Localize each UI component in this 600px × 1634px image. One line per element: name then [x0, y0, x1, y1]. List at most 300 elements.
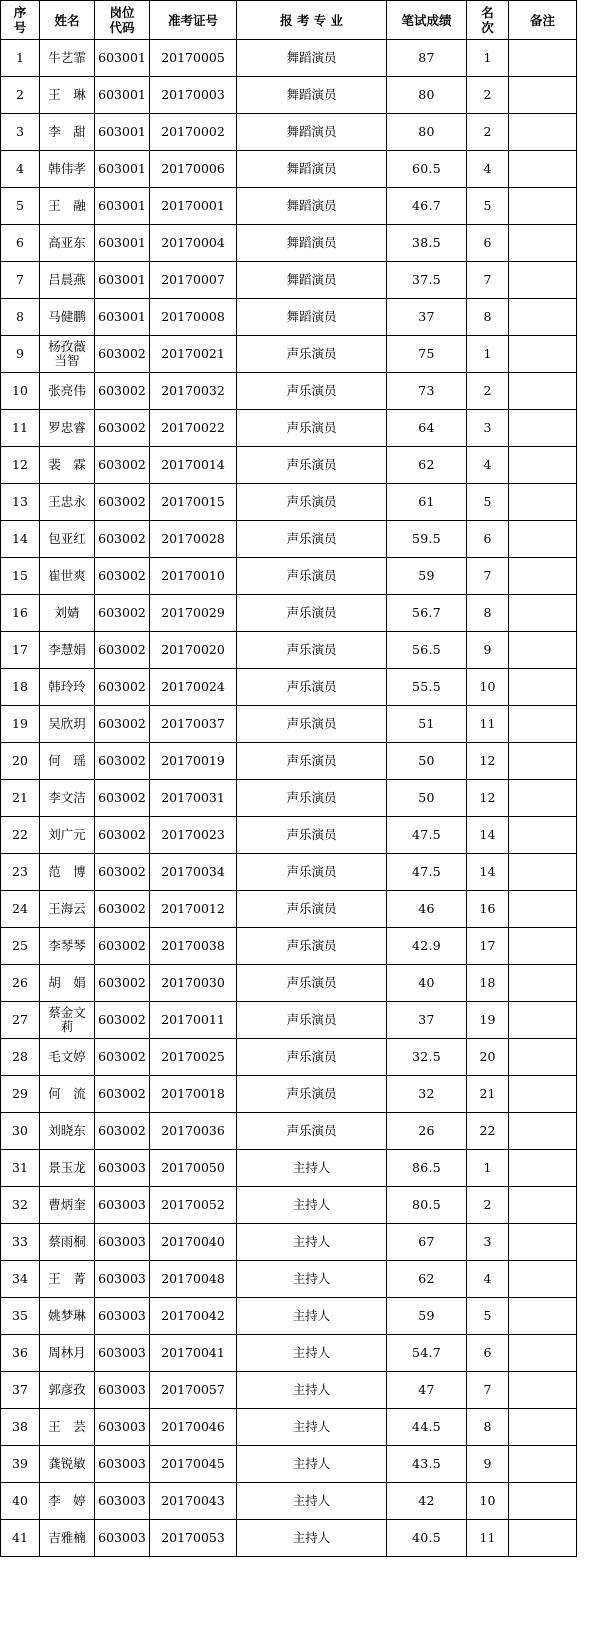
cell-written-score: 56.7 [387, 595, 467, 632]
cell-exam-id: 20170020 [150, 632, 237, 669]
cell-serial-no: 25 [1, 928, 40, 965]
header-major: 报 考 专 业 [237, 1, 387, 40]
cell-serial-no: 23 [1, 854, 40, 891]
cell-name: 李文洁 [40, 780, 95, 817]
cell-major: 声乐演员 [237, 743, 387, 780]
cell-exam-id: 20170048 [150, 1261, 237, 1298]
cell-remarks [509, 484, 577, 521]
cell-major: 舞蹈演员 [237, 225, 387, 262]
cell-position-code: 603002 [95, 1002, 150, 1039]
header-position-code: 岗位 代码 [95, 1, 150, 40]
cell-position-code: 603002 [95, 1113, 150, 1150]
cell-name: 何 瑶 [40, 743, 95, 780]
cell-written-score: 40.5 [387, 1520, 467, 1557]
cell-exam-id: 20170043 [150, 1483, 237, 1520]
cell-written-score: 37 [387, 299, 467, 336]
cell-exam-id: 20170011 [150, 1002, 237, 1039]
cell-written-score: 43.5 [387, 1446, 467, 1483]
cell-major: 声乐演员 [237, 817, 387, 854]
cell-position-code: 603003 [95, 1372, 150, 1409]
cell-name: 张亮伟 [40, 373, 95, 410]
table-row [1, 817, 577, 854]
cell-rank: 2 [467, 114, 509, 151]
cell-serial-no: 39 [1, 1446, 40, 1483]
cell-remarks [509, 114, 577, 151]
cell-major: 主持人 [237, 1335, 387, 1372]
cell-written-score: 32 [387, 1076, 467, 1113]
cell-exam-id: 20170053 [150, 1520, 237, 1557]
cell-remarks [509, 373, 577, 410]
table-row [1, 1409, 577, 1446]
cell-major: 主持人 [237, 1298, 387, 1335]
cell-rank: 16 [467, 891, 509, 928]
cell-major: 声乐演员 [237, 336, 387, 373]
cell-rank: 1 [467, 336, 509, 373]
table-row [1, 114, 577, 151]
cell-major: 舞蹈演员 [237, 299, 387, 336]
cell-written-score: 26 [387, 1113, 467, 1150]
cell-serial-no: 8 [1, 299, 40, 336]
cell-name: 李琴琴 [40, 928, 95, 965]
cell-serial-no: 28 [1, 1039, 40, 1076]
cell-rank: 9 [467, 1446, 509, 1483]
cell-major: 声乐演员 [237, 1002, 387, 1039]
cell-position-code: 603003 [95, 1150, 150, 1187]
cell-position-code: 603002 [95, 965, 150, 1002]
cell-name: 马健鹏 [40, 299, 95, 336]
cell-serial-no: 35 [1, 1298, 40, 1335]
cell-exam-id: 20170023 [150, 817, 237, 854]
cell-written-score: 50 [387, 743, 467, 780]
cell-position-code: 603002 [95, 521, 150, 558]
cell-position-code: 603001 [95, 151, 150, 188]
cell-remarks [509, 817, 577, 854]
cell-rank: 6 [467, 521, 509, 558]
cell-serial-no: 18 [1, 669, 40, 706]
cell-rank: 8 [467, 1409, 509, 1446]
cell-name: 范 博 [40, 854, 95, 891]
cell-major: 主持人 [237, 1187, 387, 1224]
table-row [1, 77, 577, 114]
cell-serial-no: 31 [1, 1150, 40, 1187]
cell-major: 主持人 [237, 1224, 387, 1261]
cell-remarks [509, 632, 577, 669]
cell-exam-id: 20170025 [150, 1039, 237, 1076]
cell-rank: 18 [467, 965, 509, 1002]
cell-major: 声乐演员 [237, 891, 387, 928]
cell-serial-no: 32 [1, 1187, 40, 1224]
cell-name: 刘婧 [40, 595, 95, 632]
cell-serial-no: 9 [1, 336, 40, 373]
cell-exam-id: 20170045 [150, 1446, 237, 1483]
cell-name: 王 菁 [40, 1261, 95, 1298]
cell-rank: 6 [467, 225, 509, 262]
cell-major: 声乐演员 [237, 558, 387, 595]
cell-name: 韩玲玲 [40, 669, 95, 706]
cell-major: 声乐演员 [237, 484, 387, 521]
cell-remarks [509, 1446, 577, 1483]
cell-serial-no: 29 [1, 1076, 40, 1113]
cell-major: 声乐演员 [237, 447, 387, 484]
cell-rank: 7 [467, 262, 509, 299]
cell-position-code: 603003 [95, 1224, 150, 1261]
cell-serial-no: 13 [1, 484, 40, 521]
cell-exam-id: 20170021 [150, 336, 237, 373]
cell-position-code: 603003 [95, 1335, 150, 1372]
cell-exam-id: 20170046 [150, 1409, 237, 1446]
cell-serial-no: 3 [1, 114, 40, 151]
cell-remarks [509, 336, 577, 373]
cell-major: 声乐演员 [237, 595, 387, 632]
cell-serial-no: 19 [1, 706, 40, 743]
cell-position-code: 603001 [95, 188, 150, 225]
cell-written-score: 62 [387, 1261, 467, 1298]
cell-rank: 10 [467, 1483, 509, 1520]
cell-rank: 7 [467, 558, 509, 595]
cell-major: 声乐演员 [237, 1076, 387, 1113]
cell-major: 声乐演员 [237, 706, 387, 743]
cell-rank: 9 [467, 632, 509, 669]
table-row [1, 1483, 577, 1520]
header-written-score: 笔试成绩 [387, 1, 467, 40]
cell-written-score: 59.5 [387, 521, 467, 558]
table-row [1, 743, 577, 780]
cell-written-score: 59 [387, 1298, 467, 1335]
cell-remarks [509, 1187, 577, 1224]
cell-written-score: 47.5 [387, 817, 467, 854]
cell-major: 主持人 [237, 1446, 387, 1483]
cell-written-score: 59 [387, 558, 467, 595]
cell-name: 蔡金文 莉 [40, 1002, 95, 1039]
table-row [1, 1039, 577, 1076]
cell-major: 主持人 [237, 1483, 387, 1520]
table-row [1, 40, 577, 77]
table-row [1, 1113, 577, 1150]
table-row [1, 1520, 577, 1557]
cell-written-score: 75 [387, 336, 467, 373]
cell-name: 杨孜薇 当智 [40, 336, 95, 373]
cell-remarks [509, 299, 577, 336]
cell-major: 声乐演员 [237, 373, 387, 410]
cell-name: 李 甜 [40, 114, 95, 151]
table-row [1, 780, 577, 817]
cell-written-score: 46.7 [387, 188, 467, 225]
cell-written-score: 56.5 [387, 632, 467, 669]
cell-position-code: 603002 [95, 336, 150, 373]
cell-serial-no: 27 [1, 1002, 40, 1039]
cell-written-score: 46 [387, 891, 467, 928]
cell-exam-id: 20170034 [150, 854, 237, 891]
cell-major: 声乐演员 [237, 780, 387, 817]
cell-major: 舞蹈演员 [237, 40, 387, 77]
table-row [1, 854, 577, 891]
cell-written-score: 80 [387, 114, 467, 151]
table-row [1, 595, 577, 632]
cell-position-code: 603002 [95, 743, 150, 780]
cell-position-code: 603002 [95, 891, 150, 928]
cell-remarks [509, 706, 577, 743]
cell-remarks [509, 1002, 577, 1039]
cell-serial-no: 17 [1, 632, 40, 669]
cell-serial-no: 41 [1, 1520, 40, 1557]
cell-major: 主持人 [237, 1409, 387, 1446]
cell-written-score: 37.5 [387, 262, 467, 299]
header-row [1, 1, 577, 40]
cell-rank: 22 [467, 1113, 509, 1150]
table-row [1, 521, 577, 558]
cell-position-code: 603002 [95, 780, 150, 817]
cell-major: 声乐演员 [237, 632, 387, 669]
cell-rank: 21 [467, 1076, 509, 1113]
cell-position-code: 603001 [95, 299, 150, 336]
cell-position-code: 603002 [95, 1076, 150, 1113]
cell-exam-id: 20170041 [150, 1335, 237, 1372]
cell-position-code: 603001 [95, 262, 150, 299]
cell-exam-id: 20170010 [150, 558, 237, 595]
cell-position-code: 603002 [95, 410, 150, 447]
cell-position-code: 603003 [95, 1520, 150, 1557]
header-rank: 名 次 [467, 1, 509, 40]
header-remarks: 备注 [509, 1, 577, 40]
cell-rank: 20 [467, 1039, 509, 1076]
cell-exam-id: 20170036 [150, 1113, 237, 1150]
cell-position-code: 603002 [95, 928, 150, 965]
cell-exam-id: 20170050 [150, 1150, 237, 1187]
cell-written-score: 62 [387, 447, 467, 484]
cell-name: 蔡雨桐 [40, 1224, 95, 1261]
cell-rank: 14 [467, 817, 509, 854]
table-row [1, 1261, 577, 1298]
cell-exam-id: 20170008 [150, 299, 237, 336]
table-row [1, 1335, 577, 1372]
cell-remarks [509, 1224, 577, 1261]
cell-remarks [509, 188, 577, 225]
cell-exam-id: 20170042 [150, 1298, 237, 1335]
cell-rank: 11 [467, 706, 509, 743]
table-row [1, 1372, 577, 1409]
cell-serial-no: 11 [1, 410, 40, 447]
cell-exam-id: 20170052 [150, 1187, 237, 1224]
cell-position-code: 603003 [95, 1261, 150, 1298]
cell-position-code: 603002 [95, 669, 150, 706]
cell-name: 胡 娟 [40, 965, 95, 1002]
cell-remarks [509, 225, 577, 262]
cell-serial-no: 2 [1, 77, 40, 114]
cell-serial-no: 38 [1, 1409, 40, 1446]
table-row [1, 1002, 577, 1039]
cell-remarks [509, 521, 577, 558]
cell-remarks [509, 410, 577, 447]
cell-rank: 2 [467, 77, 509, 114]
cell-remarks [509, 262, 577, 299]
cell-exam-id: 20170014 [150, 447, 237, 484]
cell-position-code: 603002 [95, 854, 150, 891]
cell-serial-no: 33 [1, 1224, 40, 1261]
cell-written-score: 51 [387, 706, 467, 743]
cell-remarks [509, 1409, 577, 1446]
cell-exam-id: 20170004 [150, 225, 237, 262]
cell-remarks [509, 1261, 577, 1298]
cell-serial-no: 14 [1, 521, 40, 558]
cell-exam-id: 20170022 [150, 410, 237, 447]
cell-exam-id: 20170038 [150, 928, 237, 965]
cell-name: 崔世爽 [40, 558, 95, 595]
cell-name: 龚锐敏 [40, 1446, 95, 1483]
cell-written-score: 42.9 [387, 928, 467, 965]
table-row [1, 410, 577, 447]
table-row [1, 965, 577, 1002]
cell-serial-no: 36 [1, 1335, 40, 1372]
cell-written-score: 73 [387, 373, 467, 410]
cell-exam-id: 20170019 [150, 743, 237, 780]
cell-exam-id: 20170002 [150, 114, 237, 151]
cell-name: 王 融 [40, 188, 95, 225]
cell-written-score: 87 [387, 40, 467, 77]
table-row [1, 336, 577, 373]
cell-exam-id: 20170018 [150, 1076, 237, 1113]
cell-rank: 5 [467, 484, 509, 521]
cell-exam-id: 20170005 [150, 40, 237, 77]
table-body [1, 40, 577, 1557]
cell-remarks [509, 1298, 577, 1335]
cell-rank: 14 [467, 854, 509, 891]
cell-exam-id: 20170029 [150, 595, 237, 632]
cell-exam-id: 20170031 [150, 780, 237, 817]
cell-name: 姚梦琳 [40, 1298, 95, 1335]
cell-exam-id: 20170006 [150, 151, 237, 188]
cell-remarks [509, 1335, 577, 1372]
cell-rank: 2 [467, 373, 509, 410]
cell-exam-id: 20170037 [150, 706, 237, 743]
cell-major: 舞蹈演员 [237, 77, 387, 114]
cell-written-score: 38.5 [387, 225, 467, 262]
cell-rank: 10 [467, 669, 509, 706]
cell-exam-id: 20170007 [150, 262, 237, 299]
table-row [1, 151, 577, 188]
cell-rank: 8 [467, 595, 509, 632]
cell-serial-no: 12 [1, 447, 40, 484]
cell-rank: 12 [467, 780, 509, 817]
table-row [1, 299, 577, 336]
cell-position-code: 603002 [95, 484, 150, 521]
cell-serial-no: 16 [1, 595, 40, 632]
cell-position-code: 603003 [95, 1409, 150, 1446]
cell-position-code: 603003 [95, 1483, 150, 1520]
cell-remarks [509, 1039, 577, 1076]
cell-major: 声乐演员 [237, 965, 387, 1002]
cell-name: 刘晓东 [40, 1113, 95, 1150]
cell-serial-no: 30 [1, 1113, 40, 1150]
cell-serial-no: 24 [1, 891, 40, 928]
header-serial-no: 序 号 [1, 1, 40, 40]
cell-remarks [509, 1076, 577, 1113]
cell-rank: 11 [467, 1520, 509, 1557]
cell-serial-no: 5 [1, 188, 40, 225]
table-row [1, 373, 577, 410]
cell-rank: 5 [467, 1298, 509, 1335]
cell-name: 李 婷 [40, 1483, 95, 1520]
cell-name: 裴 霖 [40, 447, 95, 484]
cell-rank: 4 [467, 151, 509, 188]
cell-exam-id: 20170057 [150, 1372, 237, 1409]
cell-written-score: 86.5 [387, 1150, 467, 1187]
cell-major: 声乐演员 [237, 928, 387, 965]
cell-rank: 4 [467, 1261, 509, 1298]
cell-serial-no: 37 [1, 1372, 40, 1409]
cell-name: 罗忠睿 [40, 410, 95, 447]
cell-remarks [509, 1372, 577, 1409]
cell-remarks [509, 891, 577, 928]
cell-exam-id: 20170040 [150, 1224, 237, 1261]
cell-name: 韩伟孝 [40, 151, 95, 188]
table-row [1, 1224, 577, 1261]
cell-exam-id: 20170032 [150, 373, 237, 410]
cell-written-score: 47.5 [387, 854, 467, 891]
cell-position-code: 603002 [95, 558, 150, 595]
cell-position-code: 603002 [95, 1039, 150, 1076]
cell-written-score: 32.5 [387, 1039, 467, 1076]
cell-major: 声乐演员 [237, 669, 387, 706]
cell-position-code: 603001 [95, 114, 150, 151]
cell-rank: 2 [467, 1187, 509, 1224]
table-row [1, 1150, 577, 1187]
cell-serial-no: 21 [1, 780, 40, 817]
cell-name: 王 芸 [40, 1409, 95, 1446]
cell-exam-id: 20170030 [150, 965, 237, 1002]
cell-remarks [509, 854, 577, 891]
cell-major: 声乐演员 [237, 1113, 387, 1150]
cell-remarks [509, 40, 577, 77]
table-row [1, 706, 577, 743]
cell-written-score: 80.5 [387, 1187, 467, 1224]
cell-major: 声乐演员 [237, 1039, 387, 1076]
cell-position-code: 603003 [95, 1446, 150, 1483]
cell-remarks [509, 447, 577, 484]
cell-written-score: 67 [387, 1224, 467, 1261]
cell-name: 郭彦孜 [40, 1372, 95, 1409]
cell-major: 舞蹈演员 [237, 151, 387, 188]
table-row [1, 188, 577, 225]
cell-written-score: 47 [387, 1372, 467, 1409]
table-row [1, 1298, 577, 1335]
header-name: 姓名 [40, 1, 95, 40]
cell-position-code: 603003 [95, 1298, 150, 1335]
cell-major: 主持人 [237, 1150, 387, 1187]
cell-rank: 1 [467, 1150, 509, 1187]
cell-major: 声乐演员 [237, 521, 387, 558]
cell-written-score: 64 [387, 410, 467, 447]
table-row [1, 928, 577, 965]
cell-name: 包亚红 [40, 521, 95, 558]
cell-name: 吴欣玥 [40, 706, 95, 743]
cell-rank: 3 [467, 410, 509, 447]
cell-position-code: 603002 [95, 447, 150, 484]
cell-name: 吉雅楠 [40, 1520, 95, 1557]
cell-rank: 4 [467, 447, 509, 484]
cell-written-score: 60.5 [387, 151, 467, 188]
cell-remarks [509, 1520, 577, 1557]
table-row [1, 1187, 577, 1224]
cell-rank: 17 [467, 928, 509, 965]
cell-name: 景玉龙 [40, 1150, 95, 1187]
cell-major: 声乐演员 [237, 854, 387, 891]
cell-position-code: 603001 [95, 40, 150, 77]
cell-position-code: 603002 [95, 817, 150, 854]
cell-remarks [509, 1113, 577, 1150]
cell-serial-no: 22 [1, 817, 40, 854]
cell-position-code: 603001 [95, 77, 150, 114]
cell-name: 李慧娟 [40, 632, 95, 669]
